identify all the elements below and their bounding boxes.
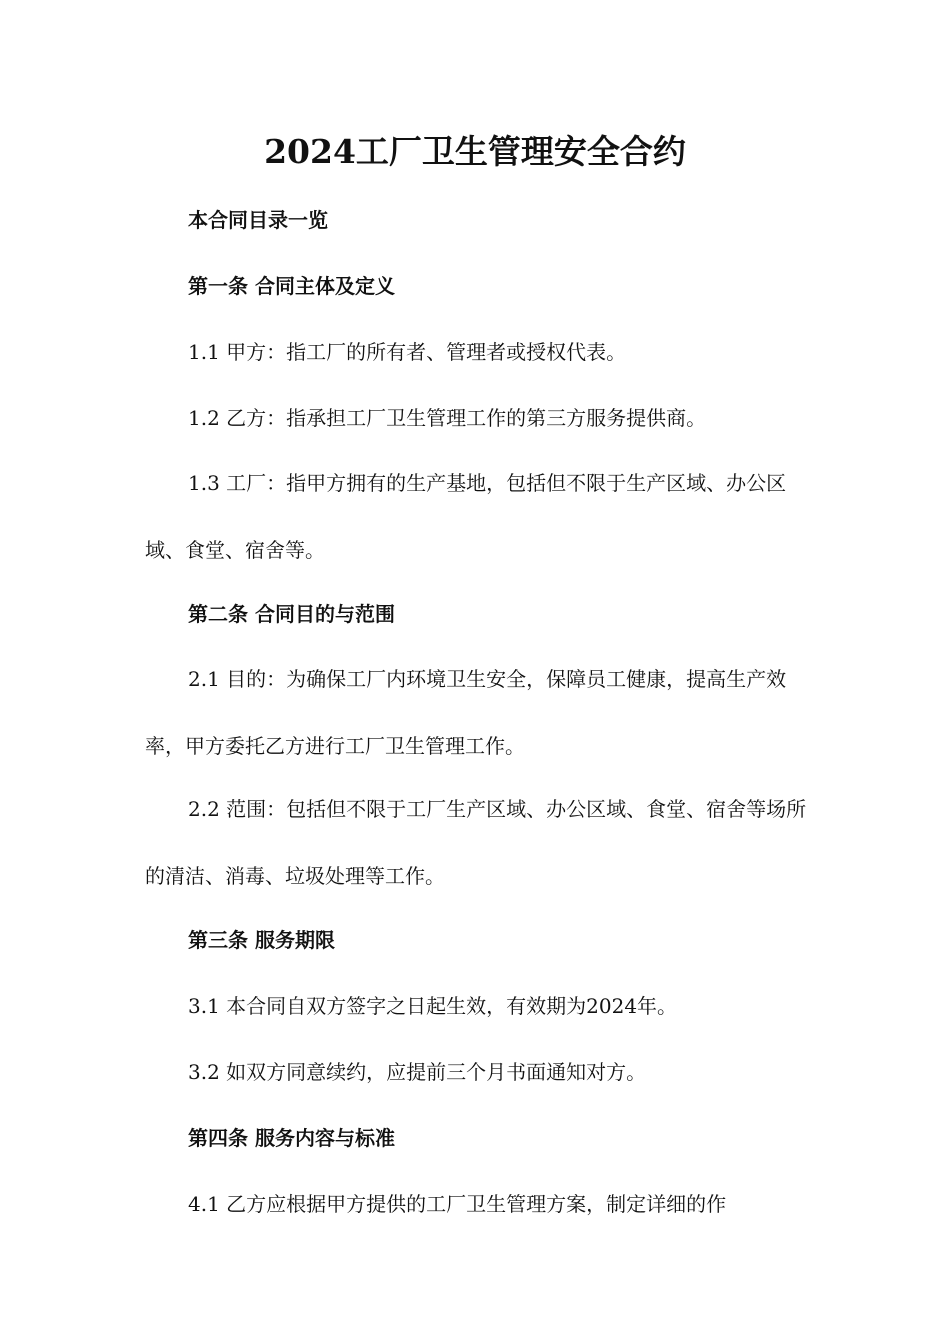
article-3-heading: 第三条 服务期限 [188,928,335,952]
article-4-heading: 第四条 服务内容与标准 [188,1126,395,1150]
clause-1-2: 1.2 乙方：指承担工厂卫生管理工作的第三方服务提供商。 [188,406,707,430]
clause-2-1: 2.1 目的：为确保工厂内环境卫生安全，保障员工健康，提高生产效率，甲方委托乙方进行工厂卫生管理工作。 [145,667,787,758]
document-body [145,200,810,1250]
clause-3-2: 3.2 如双方同意续约，应提前三个月书面通知对方。 [188,1060,647,1084]
document-title: 2024工厂卫生管理安全合约 [264,132,686,171]
clause-4-1: 4.1 乙方应根据甲方提供的工厂卫生管理方案，制定详细的作 [188,1192,727,1216]
contents-heading: 本合同目录一览 [188,208,328,232]
article-2-heading: 第二条 合同目的与范围 [188,602,395,626]
clause-1-3: 1.3 工厂：指甲方拥有的生产基地，包括但不限于生产区域、办公区域、食堂、宿舍等。 [145,471,787,562]
clause-2-2: 2.2 范围：包括但不限于工厂生产区域、办公区域、食堂、宿舍等场所的清洁、消毒、垃圾处理等工作。 [145,797,807,888]
clause-1-1: 1.1 甲方：指工厂的所有者、管理者或授权代表。 [188,340,627,364]
article-1-heading: 第一条 合同主体及定义 [188,274,395,298]
clause-3-1: 3.1 本合同自双方签字之日起生效，有效期为2024年。 [188,994,678,1018]
